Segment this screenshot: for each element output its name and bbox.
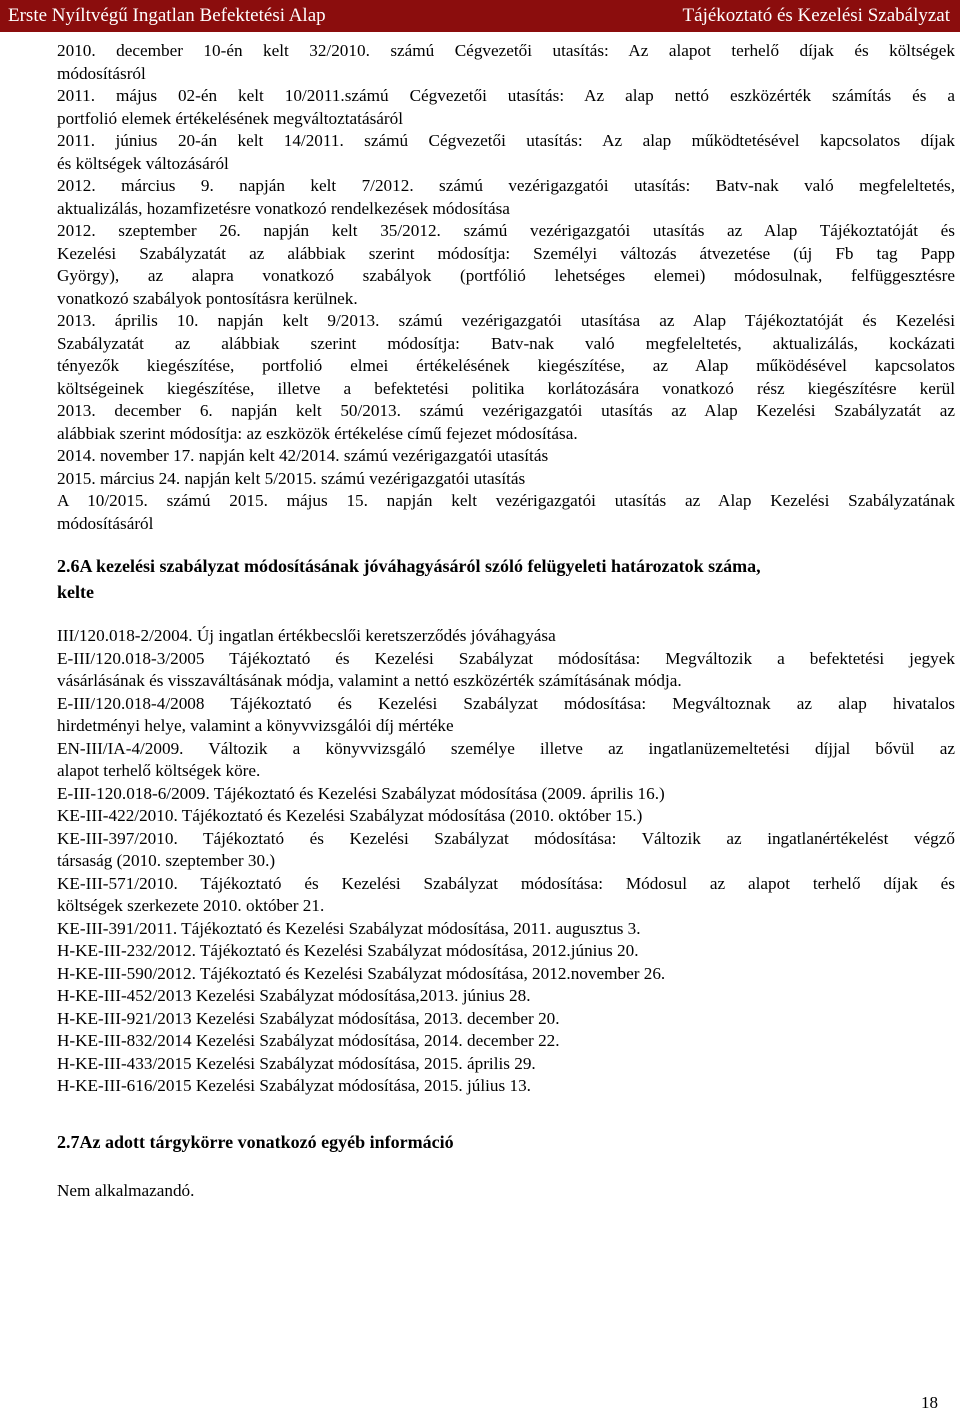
text-line: költségek szerkezete 2010. október 21.	[57, 896, 325, 915]
not-applicable-text: Nem alkalmazandó.	[57, 1180, 195, 1200]
text-line: 2013. december 6. napján kelt 50/2013. számú vezérigazgatói utasítás az Alap Kezelési Szabályzatát az	[57, 401, 955, 420]
text-line: H-KE-III-590/2012. Tájékoztató és Kezelési Szabályzat módosítása, 2012.november 26.	[57, 963, 666, 983]
text-line: vásárlásának és visszaváltásának módja, valamint a nettó eszközérték számításának módja.	[57, 671, 682, 690]
text-line: 2014. november 17. napján kelt 42/2014. számú vezérigazgatói utasítás	[57, 446, 549, 465]
section-title-continuation: kelte	[57, 582, 94, 602]
text-line: KE-III-571/2010. Tájékoztató és Kezelési Szabályzat módosítása: Módosul az alapot terhelő díjak és	[57, 873, 955, 893]
document-body	[57, 40, 955, 1202]
text-line: H-KE-III-616/2015 Kezelési Szabályzat módosítása, 2015. július 13.	[57, 1076, 531, 1095]
text-line: H-KE-III-832/2014 Kezelési Szabályzat módosítása, 2014. december 22.	[57, 1031, 560, 1050]
text-line: költségeinek kiegészítése, illetve a befektetési politika korlátozására vonatkozó rész kiegészítésre kerül	[57, 378, 955, 398]
text-line: H-KE-III-921/2013 Kezelési Szabályzat módosítása, 2013. december 20.	[57, 1008, 560, 1028]
text-line: H-KE-III-433/2015 Kezelési Szabályzat módosítása, 2015. április 29.	[57, 1053, 536, 1073]
text-line: módosításáról	[57, 513, 154, 533]
text-line: aktualizálás, hozamfizetésre vonatkozó rendelkezések módosítása	[57, 198, 510, 218]
text-line: vonatkozó szabályok pontosításra kerülnek.	[57, 288, 358, 308]
text-line: 2010. december 10-én kelt 32/2010. számú Cégvezetői utasítás: Az alapot terhelő díjak és költségek	[57, 41, 955, 60]
text-line: EN-III/IA-4/2009. Változik a könyvvizsgáló személye illetve az ingatlanüzemeltetési díjjal bővül az	[57, 738, 955, 758]
text-line: H-KE-III-452/2013 Kezelési Szabályzat módosítása,2013. június 28.	[57, 986, 531, 1005]
text-line: tényezők kiegészítése, portfolió elmei értékelésének kiegészítése, az Alap működésével kapcsolatos	[57, 356, 955, 375]
page-header	[0, 0, 960, 32]
text-line: alábbiak szerint módosítja: az eszközök értékelése című fejezet módosítása.	[57, 423, 578, 443]
text-line: és költségek változásáról	[57, 153, 229, 173]
text-line: KE-III-391/2011. Tájékoztató és Kezelési Szabályzat módosítása, 2011. augusztus 3.	[57, 918, 641, 938]
text-line: 2011. május 02-én kelt 10/2011.számú Cégvezetői utasítás: Az alap nettó eszközérték számítás és a	[57, 86, 955, 105]
section-title: Az adott tárgykörre vonatkozó egyéb információ	[79, 1131, 454, 1152]
text-line: alapot terhelő költségek köre.	[57, 761, 261, 780]
text-line: E-III/120.018-4/2008 Tájékoztató és Kezelési Szabályzat módosítása: Megváltoznak az alap hivatalos	[57, 693, 955, 713]
text-line: 2015. március 24. napján kelt 5/2015. számú vezérigazgatói utasítás	[57, 468, 526, 488]
text-line: Kezelési Szabályzatát az alábbiak szerint módosítja: Személyi változás átvezetése (új Fb tag Papp	[57, 243, 955, 263]
text-line: György), az alapra vonatkozó szabályok (portfólió lehetséges elemei) módosulnak, felfüggesztésre	[57, 266, 955, 285]
text-line: A 10/2015. számú 2015. május 15. napján kelt vezérigazgatói utasítás az Alap Kezelési Szabályzatának	[57, 491, 955, 510]
text-line: KE-III-397/2010. Tájékoztató és Kezelési Szabályzat módosítása: Változik az ingatlanértékelést végző	[57, 828, 955, 848]
text-line: 2012. szeptember 26. napján kelt 35/2012. számú vezérigazgatói utasítás az Alap Tájékoztatóját és	[57, 221, 955, 240]
text-line: 2012. március 9. napján kelt 7/2012. számú vezérigazgatói utasítás: Batv-nak való megfeleltetés,	[57, 176, 955, 195]
text-line: KE-III-422/2010. Tájékoztató és Kezelési Szabályzat módosítása (2010. október 15.)	[57, 806, 643, 825]
text-line: hirdetményi helye, valamint a könyvvizsgálói díj mértéke	[57, 716, 454, 735]
section-number: 2.7	[57, 1131, 80, 1152]
section-number: 2.6	[57, 556, 80, 576]
section-title: A kezelési szabályzat módosításának jóváhagyásáról szóló felügyeleti határozatok száma,	[79, 556, 761, 576]
amendments-list	[57, 40, 955, 535]
header-document-title: Tájékoztató és Kezelési Szabályzat	[682, 5, 950, 26]
text-line: Szabályzatát az alábbiak szerint módosítja: Batv-nak való megfeleltetés, aktualizálás, kockázati	[57, 333, 955, 353]
page-number: 18	[921, 1393, 938, 1412]
text-line: E-III-120.018-6/2009. Tájékoztató és Kezelési Szabályzat módosítása (2009. április 16.)	[57, 783, 665, 803]
text-line: H-KE-III-232/2012. Tájékoztató és Kezelési Szabályzat módosítása, 2012.június 20.	[57, 941, 639, 960]
text-line: 2011. június 20-án kelt 14/2011. számú Cégvezetői utasítás: Az alap működtetésével kapcsolatos díjak	[57, 131, 955, 150]
text-line: társaság (2010. szeptember 30.)	[57, 851, 276, 870]
text-line: III/120.018-2/2004. Új ingatlan értékbecslői keretszerződés jóváhagyása	[57, 626, 556, 645]
text-line: portfolió elemek értékelésének megváltoztatásáról	[57, 108, 403, 128]
text-line: módosításról	[57, 63, 146, 83]
section-heading-2-7	[57, 1129, 955, 1155]
text-line: 2013. április 10. napján kelt 9/2013. számú vezérigazgatói utasítása az Alap Tájékoztatóját és Kezelési	[57, 311, 955, 330]
text-line: E-III/120.018-3/2005 Tájékoztató és Kezelési Szabályzat módosítása: Megváltozik a befektetési jegyek	[57, 648, 955, 668]
resolutions-list	[57, 625, 955, 1098]
section-heading-2-6	[57, 553, 955, 605]
header-fund-name: Erste Nyíltvégű Ingatlan Befektetési Alap	[8, 5, 326, 26]
